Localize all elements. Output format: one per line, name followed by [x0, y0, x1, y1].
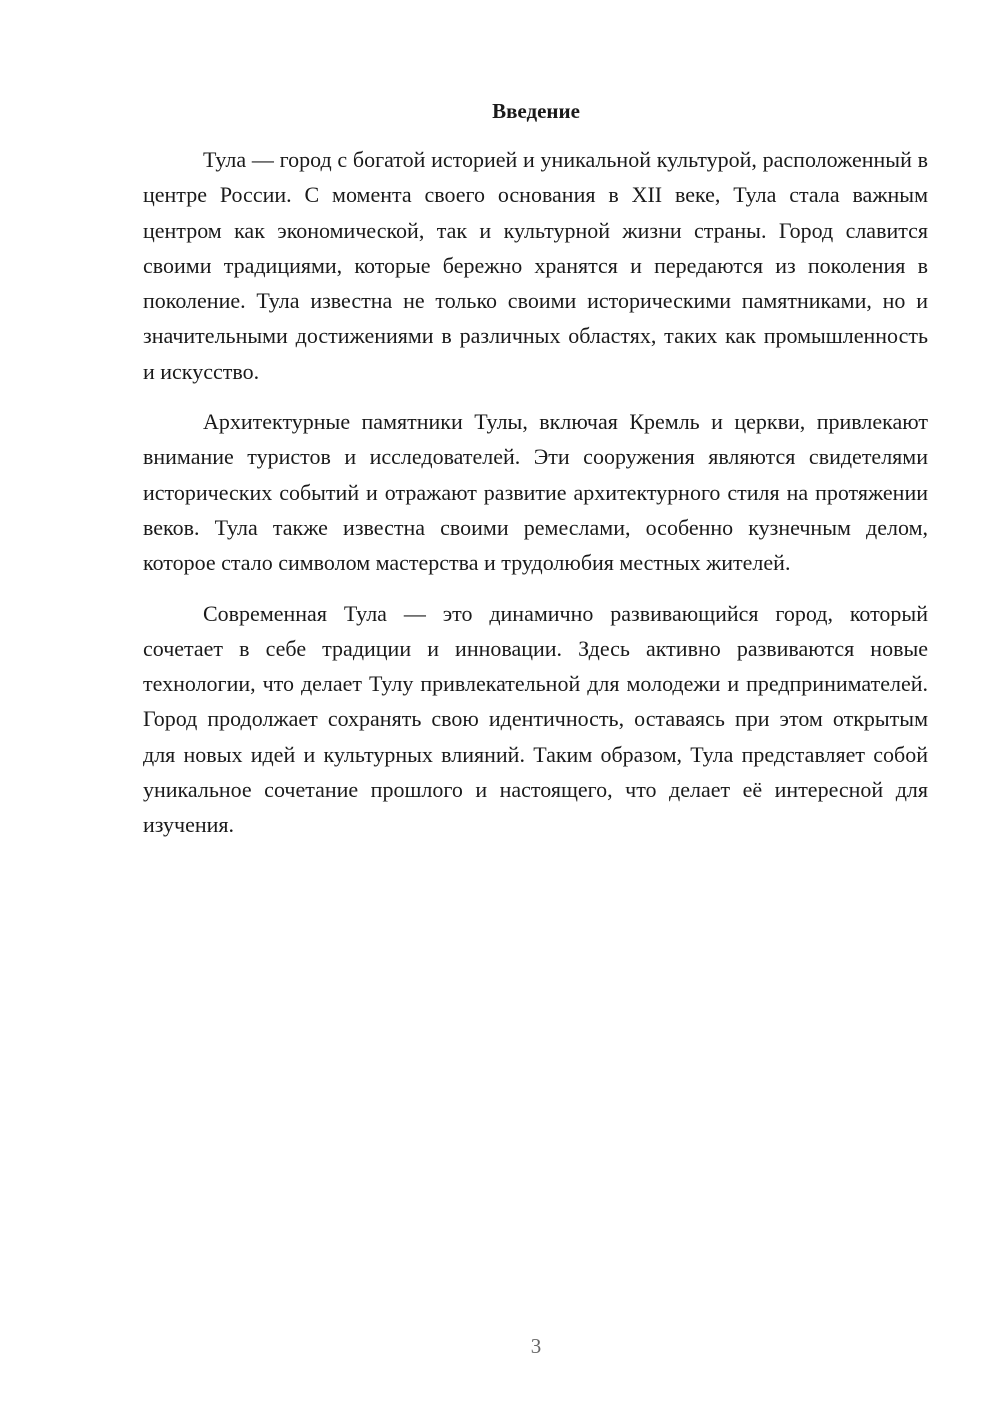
body-text	[143, 142, 928, 858]
paragraph-3: Современная Тула — это динамично развивающийся город, который сочетает в себе традиции и инновации. Здесь активно развиваются новые технологии, что делает Тулу привлекательной для молодежи и предпринимателей. Город продолжает сохранять свою идентичность, оставаясь при этом открытым для новых идей и культурных влияний. Таким образом, Тула представляет собой уникальное сочетание прошлого и настоящего, что делает её интересной для изучения.	[143, 600, 928, 838]
paragraph-2: Архитектурные памятники Тулы, включая Кремль и церкви, привлекают внимание туристов и исследователей. Эти сооружения являются свидетелями исторических событий и отражают развитие архитектурного стиля на протяжении веков. Тула также известна своими ремеслами, особенно кузнечным делом, которое стало символом мастерства и трудолюбия местных жителей.	[143, 409, 928, 576]
page-number: 3	[530, 1334, 542, 1358]
paragraph-1: Тула — город с богатой историей и уникальной культурой, расположенный в центре России. С момента своего основания в XII веке, Тула стала важным центром как экономической, так и культурной жизни страны. Город славится своими традициями, которые бережно хранятся и передаются из поколения в поколение. Тула известна не только своими историческими памятниками, но и значительными достижениями в различных областях, таких как промышленность и искусство.	[143, 147, 928, 384]
section-title: Введение	[492, 99, 580, 123]
